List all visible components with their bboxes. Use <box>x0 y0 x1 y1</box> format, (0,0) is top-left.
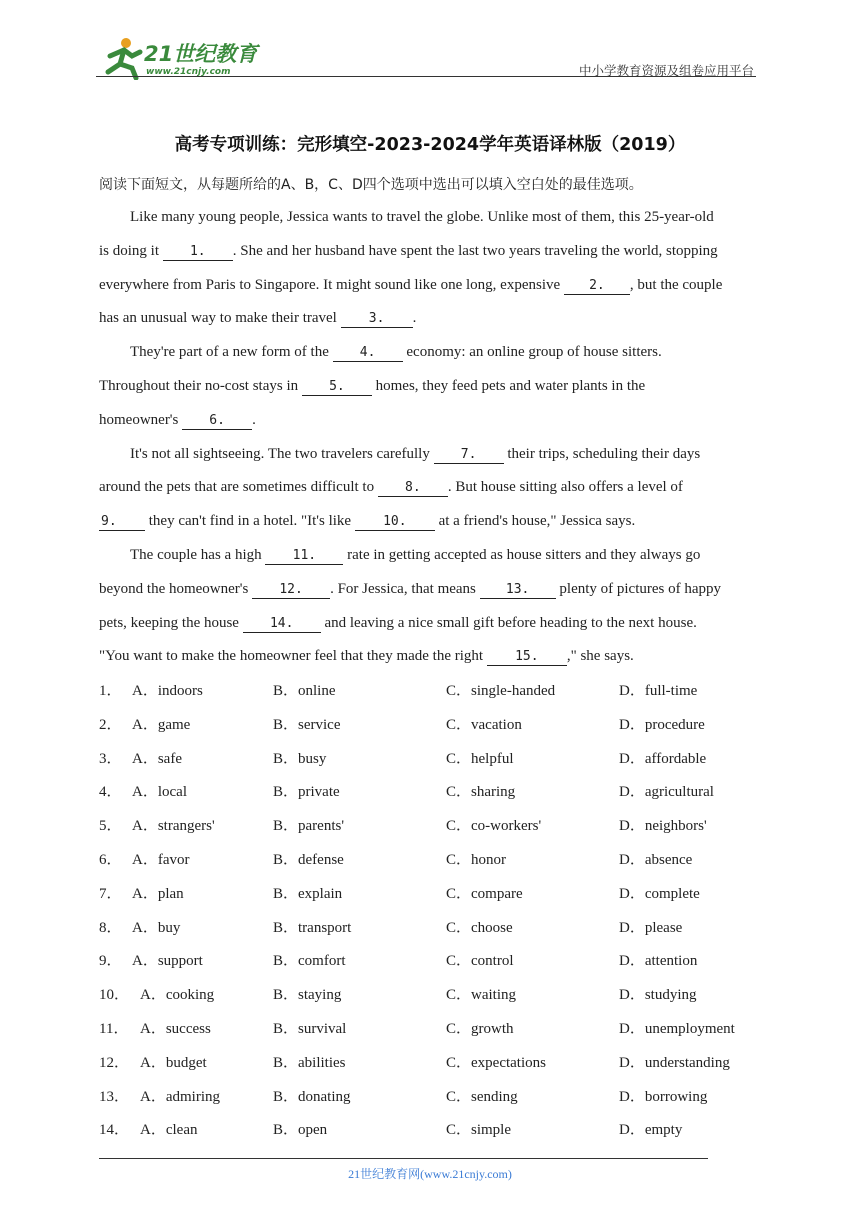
passage-text: rate in getting accepted as house sitters and they always go <box>343 546 701 563</box>
passage-line <box>99 509 763 543</box>
option-b[interactable]: B．abilities <box>273 1054 346 1071</box>
passage-text: . For Jessica, that means <box>330 580 480 597</box>
option-a[interactable]: A．admiring <box>140 1088 220 1105</box>
passage-text: everywhere from Paris to Singapore. It might sound like one long, expensive <box>99 276 564 293</box>
question-number: 9． <box>99 953 122 970</box>
passage-line <box>99 340 763 374</box>
option-b[interactable]: B．open <box>273 1122 328 1139</box>
option-a[interactable]: A．plan <box>132 885 184 902</box>
option-d[interactable]: D．complete <box>619 885 700 902</box>
option-a[interactable]: A．local <box>132 784 187 801</box>
passage-text: . <box>252 411 256 428</box>
question-number: 5． <box>99 818 122 835</box>
question-row <box>99 679 763 713</box>
question-number: 11． <box>99 1020 129 1037</box>
option-a[interactable]: A．strangers' <box>132 818 215 835</box>
cloze-passage <box>99 205 763 678</box>
runner-icon <box>108 38 140 78</box>
option-c[interactable]: C．compare <box>446 885 523 902</box>
option-a[interactable]: A．favor <box>132 851 190 868</box>
passage-text: and leaving a nice small gift before heading to the next house. <box>320 614 697 631</box>
passage-line <box>99 239 763 273</box>
passage-line <box>99 306 763 340</box>
passage-text: Throughout their no-cost stays in <box>99 377 302 394</box>
site-logo <box>96 34 266 80</box>
question-row <box>99 780 763 814</box>
question-number: 12． <box>99 1054 130 1071</box>
option-c[interactable]: C．sharing <box>446 784 516 801</box>
option-b[interactable]: B．online <box>273 683 336 699</box>
passage-text: at a friend's house," Jessica says. <box>434 513 636 530</box>
blank-13[interactable]: 13. <box>480 582 556 599</box>
passage-line <box>99 611 763 645</box>
option-d[interactable]: D．affordable <box>619 750 707 767</box>
passage-text: beyond the homeowner's <box>99 580 253 597</box>
option-d[interactable]: D．understanding <box>619 1054 730 1071</box>
page-title: 高考专项训练：完形填空-2023-2024学年英语译林版（2019） <box>174 135 686 155</box>
option-a[interactable]: A．safe <box>132 750 182 767</box>
option-d[interactable]: D．attention <box>619 953 698 970</box>
question-number: 4． <box>99 784 122 801</box>
passage-text: , but the couple <box>629 276 723 293</box>
passage-text: They're part of a new form of the <box>130 344 333 361</box>
passage-line <box>99 374 763 408</box>
question-number: 3． <box>99 750 122 767</box>
instruction-text: 阅读下面短文，从每题所给的A、B，C、D四个选项中选出可以填入空白处的最佳选项。 <box>99 177 643 193</box>
option-b[interactable]: B．donating <box>273 1088 351 1105</box>
option-c[interactable]: C．waiting <box>446 987 516 1004</box>
passage-line <box>99 644 763 678</box>
option-a[interactable]: A．clean <box>140 1122 198 1139</box>
passage-text: homeowner's <box>99 411 183 428</box>
blank-1[interactable]: 1. <box>163 244 233 261</box>
option-c[interactable]: C．helpful <box>446 750 514 767</box>
question-row <box>99 848 763 882</box>
passage-text: economy: an online group of house sitters. <box>402 344 662 361</box>
option-a[interactable]: A．support <box>132 953 203 970</box>
option-b[interactable]: B．busy <box>273 750 327 767</box>
question-row <box>99 713 763 747</box>
question-row <box>99 916 763 950</box>
option-d[interactable]: D．unemployment <box>619 1020 735 1037</box>
question-number: 14． <box>99 1122 130 1139</box>
question-number: 13． <box>99 1088 130 1105</box>
blank-8[interactable]: 8. <box>378 480 448 497</box>
option-a[interactable]: A．budget <box>140 1054 207 1071</box>
option-d[interactable]: D．neighbors' <box>619 818 707 835</box>
option-b[interactable]: B．staying <box>273 987 342 1004</box>
question-row <box>99 1118 763 1152</box>
passage-text: plenty of pictures of happy <box>555 580 722 597</box>
header-divider <box>96 76 756 77</box>
option-b[interactable]: B．service <box>273 716 341 733</box>
option-c[interactable]: C．expectations <box>446 1054 546 1071</box>
passage-text: . <box>412 310 417 327</box>
option-b[interactable]: B．comfort <box>273 953 346 970</box>
passage-line <box>99 442 763 476</box>
option-a[interactable]: A．success <box>140 1020 211 1037</box>
footer-link[interactable]: 21世纪教育网(www.21cnjy.com) <box>348 1167 512 1181</box>
question-row <box>99 1085 763 1119</box>
option-d[interactable]: D．studying <box>619 987 697 1004</box>
question-number: 2． <box>99 716 122 733</box>
passage-line <box>99 408 763 442</box>
option-c[interactable]: C．sending <box>446 1088 518 1105</box>
blank-6[interactable]: 6. <box>182 413 252 430</box>
blank-12[interactable]: 12. <box>252 582 330 599</box>
option-a[interactable]: A．buy <box>132 919 181 936</box>
passage-text: It's not all sightseeing. The two travelers carefully <box>130 445 434 462</box>
option-b[interactable]: B．transport <box>273 919 352 936</box>
passage-text: their trips, scheduling their days <box>503 445 701 462</box>
passage-text: . She and her husband have spent the last two years traveling the world, stopping <box>232 242 718 259</box>
blank-4[interactable]: 4. <box>333 345 403 362</box>
logo-url-text: www.21cnjy.com <box>146 67 231 77</box>
option-d[interactable]: D．full-time <box>619 683 698 699</box>
question-number: 8． <box>99 919 122 936</box>
passage-line <box>99 543 763 577</box>
blank-14[interactable]: 14. <box>243 616 321 633</box>
option-d[interactable]: D．empty <box>619 1122 683 1139</box>
passage-text: they can't find in a hotel. "It's like <box>145 513 355 530</box>
option-d[interactable]: D．absence <box>619 851 693 868</box>
question-number: 1． <box>99 683 122 699</box>
option-b[interactable]: B．defense <box>273 851 344 868</box>
option-d[interactable]: D．agricultural <box>619 784 714 801</box>
question-row <box>99 983 763 1017</box>
passage-text: ," she says. <box>566 648 634 665</box>
passage-text: has an unusual way to make their travel <box>99 310 341 327</box>
question-row <box>99 747 763 781</box>
passage-line <box>99 475 763 509</box>
question-row <box>99 1017 763 1051</box>
option-b[interactable]: B．survival <box>273 1020 347 1037</box>
logo-text: 21世纪教育 <box>144 42 258 66</box>
blank-15[interactable]: 15. <box>487 649 567 666</box>
blank-7[interactable]: 7. <box>434 447 504 464</box>
option-c[interactable]: C．growth <box>446 1020 514 1037</box>
question-row <box>99 814 763 848</box>
passage-line <box>99 205 763 239</box>
passage-text: . But house sitting also offers a level of <box>447 479 683 496</box>
question-row <box>99 882 763 916</box>
option-c[interactable]: C．choose <box>446 919 513 936</box>
passage-line <box>99 273 763 307</box>
footer-divider <box>99 1158 708 1159</box>
passage-line <box>99 577 763 611</box>
option-c[interactable]: C．honor <box>446 851 507 868</box>
question-number: 10． <box>99 987 130 1004</box>
option-b[interactable]: B．private <box>273 784 340 801</box>
question-row <box>99 1051 763 1085</box>
option-c[interactable]: C．vacation <box>446 716 522 733</box>
blank-9[interactable]: 9. <box>99 514 145 531</box>
blank-2[interactable]: 2. <box>564 278 630 295</box>
option-c[interactable]: C．single-handed <box>446 683 556 699</box>
blank-5[interactable]: 5. <box>302 379 372 396</box>
option-d[interactable]: D．please <box>619 919 683 936</box>
option-c[interactable]: C．co-workers' <box>446 818 542 835</box>
option-d[interactable]: D．borrowing <box>619 1088 708 1105</box>
option-a[interactable]: A．game <box>132 716 191 733</box>
blank-3[interactable]: 3. <box>341 311 413 328</box>
option-d[interactable]: D．procedure <box>619 716 705 733</box>
option-a[interactable]: A．cooking <box>140 987 215 1004</box>
option-b[interactable]: B．parents' <box>273 818 345 835</box>
option-c[interactable]: C．control <box>446 953 514 970</box>
option-c[interactable]: C．simple <box>446 1122 512 1139</box>
blank-11[interactable]: 11. <box>265 548 343 565</box>
question-row <box>99 949 763 983</box>
question-number: 7． <box>99 885 122 902</box>
header-platform-text: 中小学教育资源及组卷应用平台 <box>578 63 754 78</box>
passage-text: pets, keeping the house <box>99 614 243 631</box>
option-a[interactable]: A．indoors <box>132 683 203 699</box>
passage-text: is doing it <box>99 242 163 259</box>
passage-text: Like many young people, Jessica wants to travel the globe. Unlike most of them, this 25-year-old <box>130 209 714 225</box>
option-b[interactable]: B．explain <box>273 885 343 902</box>
question-number: 6． <box>99 851 122 868</box>
blank-10[interactable]: 10. <box>355 514 435 531</box>
passage-text: homes, they feed pets and water plants in the <box>371 377 646 394</box>
passage-text: "You want to make the homeowner feel that they made the right <box>99 648 487 665</box>
passage-text: The couple has a high <box>130 546 266 563</box>
passage-text: around the pets that are sometimes difficult to <box>99 479 378 496</box>
question-options <box>99 679 763 1152</box>
